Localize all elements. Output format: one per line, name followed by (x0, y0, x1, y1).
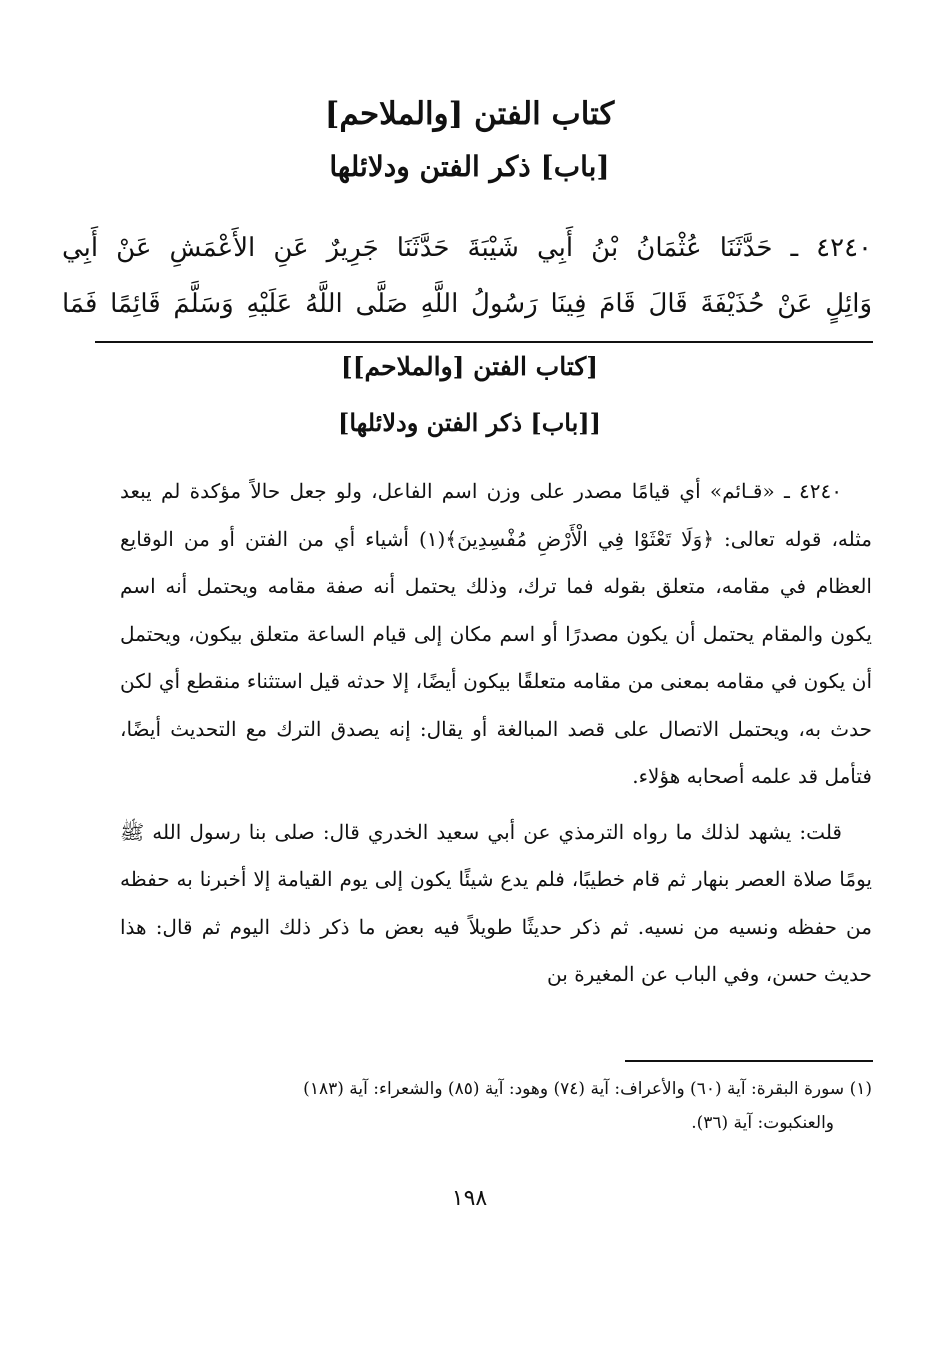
footnote-line-1: (١) سورة البقرة: آية (٦٠) والأعراف: آية (٧٤) وهود: آية (٨٥) والشعراء: آية (١٨٣) (303, 1079, 872, 1099)
footnote (120, 1072, 872, 1140)
hadith-line-2: وَائِلٍ عَنْ حُذَيْفَةَ قَالَ قَامَ فِينَا رَسُولُ اللَّهِ صَلَّى اللَّهُ عَلَيْهِ وَسَلَّمَ قَائِمًا فَمَا (62, 289, 872, 319)
commentary-paragraph-2: قلت: يشهد لذلك ما رواه الترمذي عن أبي سعيد الخدري قال: صلى بنا رسول الله ﷺ يومًا صلاة العصر بنهار ثم قام خطيبًا، فلم يدع شيئًا يكون إلى يوم القيامة إلا أخبرنا به حفظه من حفظه ونسيه من نسيه. ثم ذكر حديثًا طويلاً فيه بعض ما ذكر ذلك اليوم ثم قال: هذا حديث حسن، وفي الباب عن المغيرة بن (120, 819, 872, 986)
footnote-divider (625, 1060, 873, 1062)
commentary-book-title: [كتاب الفتن [والملاحم]] (340, 352, 599, 381)
commentary-paragraph-1: ٤٢٤٠ ـ «قـائم» أي قيامًا مصدر على وزن اسم الفاعل، ولو جعل حالاً مؤكدة لم يبعد مثله، قوله تعالى: ﴿وَلَا تَعْثَوْا فِي الْأَرْضِ مُفْسِدِينَ﴾(١) أشياء أي من الفتن أو من الوقايع العظام في مقامه، متعلق بقوله فما ترك، وذلك يحتمل أنه صفة مقامه ويحتمل أنه اسم يكون والمقام يحتمل أن يكون مصدرًا أو اسم مكان إلى قيام الساعة متعلق بيكون، ويحتمل أن يكون في مقامه بمعنى من مقامه متعلقًا بيكون أيضًا، إلا حدثه قيل استثناء منقطع أي لكن حدث به، ويحتمل الاتصال على قصد المبالغة أو يقال: إنه يصدق الترك مع التحديث أيضًا، فتأمل قد علمه أصحابه هؤلاء. (120, 479, 873, 788)
chapter-title: [باب] ذكر الفتن ودلائلها (329, 150, 610, 183)
commentary-chapter-title: [[باب] ذكر الفتن ودلائلها] (337, 408, 602, 437)
page-number: ١٩٨ (451, 1186, 488, 1211)
hadith-text (62, 220, 872, 332)
hadith-line-1: ٤٢٤٠ ـ حَدَّثَنَا عُثْمَانُ بْنُ أَبِي شَيْبَةَ حَدَّثَنَا جَرِيرٌ عَنِ الأَعْمَشِ عَنْ أَبِي (62, 233, 872, 263)
main-divider (95, 341, 873, 343)
book-title: كتاب الفتن [والملاحم] (324, 96, 615, 132)
footnote-line-2: والعنكبوت: آية (٣٦). (691, 1113, 834, 1133)
commentary-body (120, 468, 872, 999)
